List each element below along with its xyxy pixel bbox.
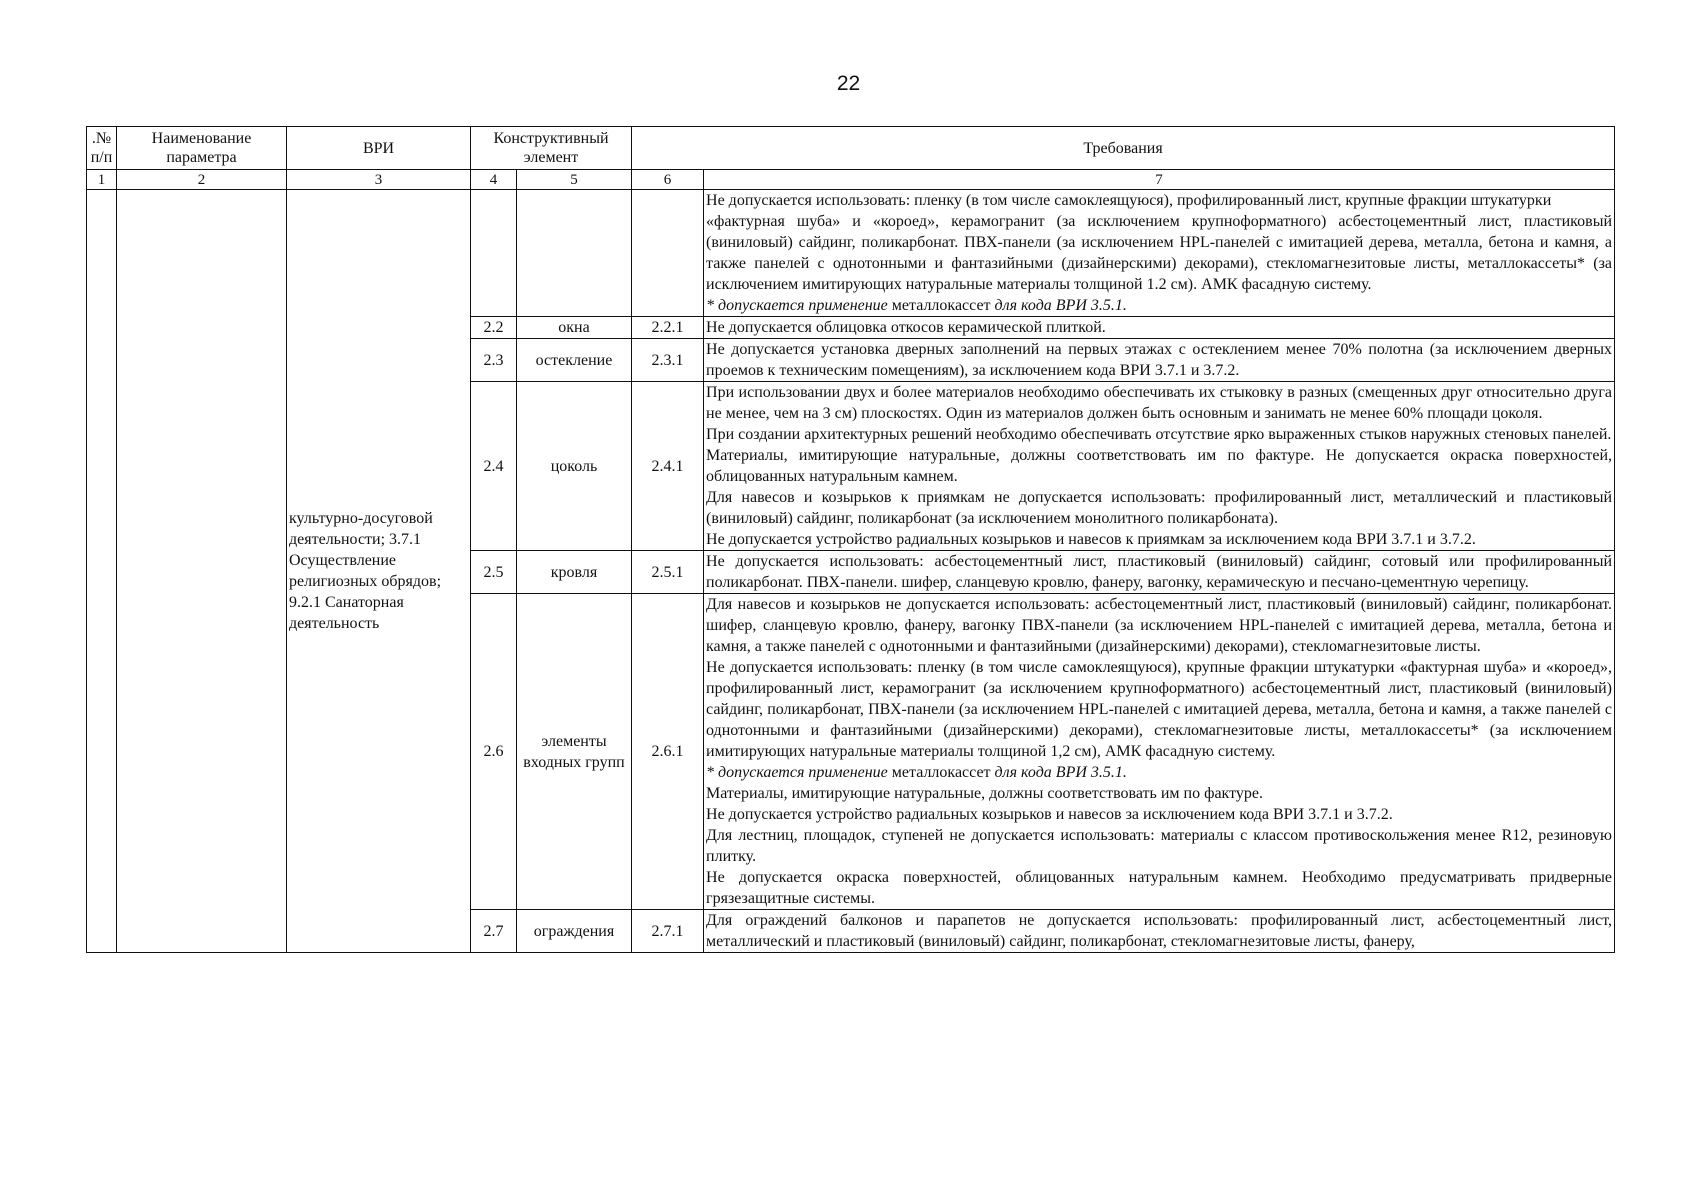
requirement-line: При использовании двух и более материалов необходимо обеспечивать их стыковку в разных (смещенных друг относительно друга не менее, чем на 3 см) плоскостях. Один из материалов должен быть основным и занимать не менее 60% площади цоколя. bbox=[706, 384, 1613, 422]
element-number-cell: 2.4 bbox=[471, 382, 517, 551]
requirement-line: Не допускается установка дверных заполнений на первых этажах с остеклением менее 70% полотна (за исключением дверных проемов к техническим помещениям), за исключением кода ВРИ 3.7.1 и 3.7.2. bbox=[706, 341, 1613, 379]
vri-cell: культурно-досуговой деятельности; 3.7.1 Осуществление религиозных обрядов; 9.2.1 Санаторная деятельность bbox=[287, 190, 471, 953]
element-name-cell: ограждения bbox=[517, 910, 632, 953]
header-number: .№ п/п bbox=[87, 127, 117, 170]
requirement-line: Для навесов и козырьков к приямкам не допускается использовать: профилированный лист, металлический и пластиковый (виниловый) сайдинг, поликарбонат (за исключением монолитного поликарбоната). bbox=[706, 489, 1613, 527]
requirement-text-cell bbox=[704, 594, 1615, 910]
requirement-line: Не допускается окраска поверхностей, облицованных натуральным камнем. Необходимо предусматривать придверные грязезащитные системы. bbox=[706, 869, 1613, 907]
row-number-cell bbox=[87, 190, 117, 953]
element-name-cell bbox=[517, 190, 632, 317]
requirement-code-cell: 2.2.1 bbox=[632, 317, 704, 339]
header-parameter-name: Наименование параметра bbox=[117, 127, 287, 170]
table-row bbox=[87, 190, 1615, 317]
element-number-cell bbox=[471, 190, 517, 317]
requirement-code-cell bbox=[632, 190, 704, 317]
element-name-cell: элементы входных групп bbox=[517, 594, 632, 910]
requirement-text-cell bbox=[704, 339, 1615, 382]
element-number-cell: 2.5 bbox=[471, 551, 517, 594]
requirement-text-cell bbox=[704, 317, 1615, 339]
element-name-cell: кровля bbox=[517, 551, 632, 594]
requirement-line: Не допускается использовать: пленку (в том числе самоклеящуюся), профилированный лист, крупные фракции штукатурки bbox=[706, 192, 1552, 209]
requirement-line: Не допускается использовать: пленку (в том числе самоклеящуюся), крупные фракции штукатурки «фактурная шуба» и «короед», профилированный лист, керамогранит (за исключением крупноформатного) асбестоцементный лист, пластиковый (виниловый) сайдинг, поликарбонат, ПВХ-панели (за исключением HPL-панелей с имитацией дерева, металла, бетона и камня, а также панелей с однотонными и фантазийными (дизайнерскими) декорами), стекломагнезитовые листы, металлокассеты* (за исключением имитирующих натуральные материалы толщиной 1,2 см), АМК фасадную систему. bbox=[706, 659, 1613, 760]
element-number-cell: 2.2 bbox=[471, 317, 517, 339]
parameter-name-cell bbox=[117, 190, 287, 953]
element-number-cell: 2.7 bbox=[471, 910, 517, 953]
requirement-line: Не допускается использовать: асбестоцементный лист, пластиковый (виниловый) сайдинг, сотовый или профилированный поликарбонат. ПВХ-панели. шифер, сланцевую кровлю, фанеру, вагонку, керамическую и песчано-цементную черепицу. bbox=[706, 553, 1613, 591]
requirement-text-cell bbox=[704, 551, 1615, 594]
requirement-line: Для лестниц, площадок, ступеней не допускается использовать: материалы с классом противоскольжения менее R12, резиновую плитку. bbox=[706, 827, 1613, 865]
requirement-code-cell: 2.7.1 bbox=[632, 910, 704, 953]
requirement-text-cell bbox=[704, 382, 1615, 551]
element-name-cell: окна bbox=[517, 317, 632, 339]
requirement-line: Для навесов и козырьков не допускается использовать: асбестоцементный лист, пластиковый (виниловый) сайдинг, поликарбонат. шифер, сланцевую кровлю, фанеру, вагонку ПВХ-панели (за исключением HPL-панелей с имитацией дерева, металла, бетона и камня, а также панелей с однотонными и фантазийными (дизайнерскими) декорами), стекломагнезитовые листы. bbox=[706, 596, 1613, 655]
requirement-code-cell: 2.6.1 bbox=[632, 594, 704, 910]
requirement-line: Для ограждений балконов и парапетов не допускается использовать: профилированный лист, асбестоцементный лист, металлический и пластиковый (виниловый) сайдинг, поликарбонат, стекломагнезитовые листы, фанеру, bbox=[706, 912, 1613, 950]
requirement-note: * допускается применение металлокассет для кода ВРИ 3.5.1. bbox=[706, 297, 1127, 314]
header-requirements: Требования bbox=[632, 127, 1615, 170]
column-number: 3 bbox=[287, 170, 471, 190]
column-number: 1 bbox=[87, 170, 117, 190]
requirement-line: «фактурная шуба» и «короед», керамогранит (за исключением крупноформатного) асбестоцементный лист, пластиковый (виниловый) сайдинг, поликарбонат. ПВХ-панели (за исключением HPL-панелей с имитацией дерева, металла, бетона и камня, а также панелей с однотонными и фантазийными (дизайнерскими) декорами), стекломагнезитовые листы, металлокассеты* (за исключением имитирующих натуральные материалы толщиной 1.2 см). АМК фасадную систему. bbox=[706, 213, 1613, 293]
column-number: 7 bbox=[704, 170, 1615, 190]
requirement-code-cell: 2.4.1 bbox=[632, 382, 704, 551]
requirement-line: При создании архитектурных решений необходимо обеспечивать отсутствие ярко выраженных стыков наружных стеновых панелей. bbox=[706, 426, 1612, 443]
page-number: 22 bbox=[836, 72, 861, 95]
header-vri: ВРИ bbox=[287, 127, 471, 170]
column-number: 5 bbox=[517, 170, 632, 190]
requirements-table bbox=[86, 126, 1615, 953]
requirement-note: * допускается применение металлокассет для кода ВРИ 3.5.1. bbox=[706, 764, 1127, 781]
requirement-line: Материалы, имитирующие натуральные, должны соответствовать им по фактуре. Не допускается окраска поверхностей, облицованных натуральным камнем. bbox=[706, 447, 1613, 485]
requirement-line: Не допускается устройство радиальных козырьков и навесов за исключением кода ВРИ 3.7.1 и 3.7.2. bbox=[706, 806, 1393, 823]
requirement-code-cell: 2.5.1 bbox=[632, 551, 704, 594]
requirement-code-cell: 2.3.1 bbox=[632, 339, 704, 382]
column-number: 4 bbox=[471, 170, 517, 190]
requirement-line: Материалы, имитирующие натуральные, должны соответствовать им по фактуре. bbox=[706, 785, 1263, 802]
element-number-cell: 2.6 bbox=[471, 594, 517, 910]
header-structural-element: Конструктивный элемент bbox=[471, 127, 632, 170]
requirement-line: Не допускается устройство радиальных козырьков и навесов к приямкам за исключением кода ВРИ 3.7.1 и 3.7.2. bbox=[706, 531, 1476, 548]
column-number: 2 bbox=[117, 170, 287, 190]
requirement-text-cell bbox=[704, 910, 1615, 953]
column-numbers-row bbox=[87, 170, 1615, 190]
column-number: 6 bbox=[632, 170, 704, 190]
requirement-line: Не допускается облицовка откосов керамической плиткой. bbox=[706, 319, 1106, 336]
element-number-cell: 2.3 bbox=[471, 339, 517, 382]
element-name-cell: остекление bbox=[517, 339, 632, 382]
requirement-text-cell bbox=[704, 190, 1615, 317]
element-name-cell: цоколь bbox=[517, 382, 632, 551]
